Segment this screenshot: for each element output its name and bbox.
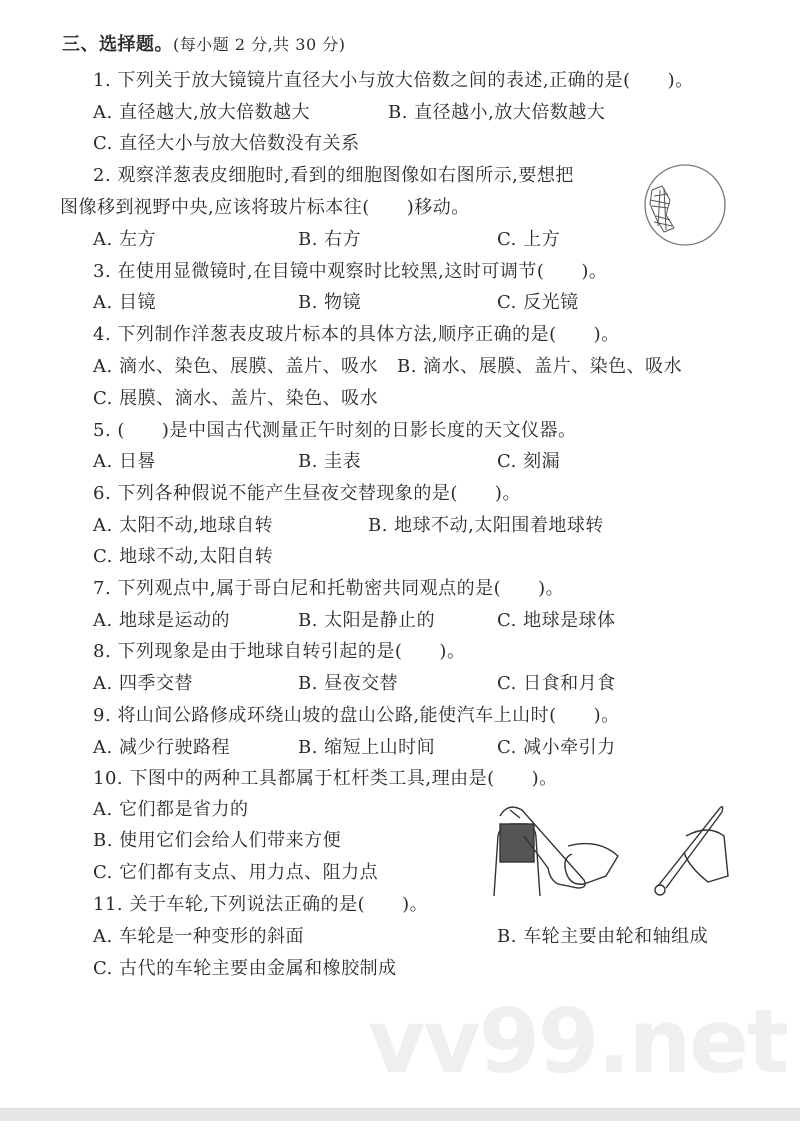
- answer-option: A. 地球是运动的: [93, 610, 230, 631]
- answer-option: B. 昼夜交替: [298, 673, 399, 694]
- section-header: [62, 34, 345, 56]
- answer-option: C. 地球不动,太阳自转: [93, 546, 274, 567]
- answer-option: A. 太阳不动,地球自转: [93, 515, 274, 536]
- question-stem: 图像移到视野中央,应该将玻片标本往( )移动。: [60, 197, 470, 218]
- answer-option: C. 上方: [497, 229, 561, 250]
- answer-option: A. 直径越大,放大倍数越大: [93, 102, 311, 123]
- answer-option: C. 它们都有支点、用力点、阻力点: [93, 862, 379, 883]
- question-stem: 8. 下列现象是由于地球自转引起的是( )。: [93, 641, 466, 662]
- question-stem: 3. 在使用显微镜时,在目镜中观察时比较黑,这时可调节( )。: [93, 261, 608, 282]
- answer-option: B. 车轮主要由轮和轴组成: [497, 926, 709, 947]
- question-stem: 5. ( )是中国古代测量正午时刻的日影长度的天文仪器。: [93, 420, 577, 441]
- answer-option: A. 目镜: [93, 292, 156, 313]
- answer-option: B. 直径越小,放大倍数越大: [388, 102, 606, 123]
- answer-option: B. 地球不动,太阳围着地球转: [368, 515, 604, 536]
- answer-option: C. 地球是球体: [497, 610, 616, 631]
- page-bottom-divider: [0, 1108, 800, 1121]
- answer-option: B. 滴水、展膜、盖片、染色、吸水: [397, 356, 683, 377]
- answer-option: B. 圭表: [298, 451, 362, 472]
- question-stem: 9. 将山间公路修成环绕山坡的盘山公路,能使汽车上山时( )。: [93, 705, 620, 726]
- answer-option: A. 车轮是一种变形的斜面: [93, 926, 304, 947]
- answer-option: B. 缩短上山时间: [298, 737, 436, 758]
- question-stem: 10. 下图中的两种工具都属于杠杆类工具,理由是( )。: [93, 768, 558, 789]
- answer-option: C. 减小牵引力: [497, 737, 616, 758]
- lever-tools-figure: [488, 796, 738, 906]
- question-stem: 7. 下列观点中,属于哥白尼和托勒密共同观点的是( )。: [93, 578, 565, 599]
- answer-option: C. 反光镜: [497, 292, 579, 313]
- answer-option: A. 日晷: [93, 451, 156, 472]
- answer-option: B. 物镜: [298, 292, 362, 313]
- question-stem: 11. 关于车轮,下列说法正确的是( )。: [93, 894, 429, 915]
- question-stem: 6. 下列各种假说不能产生昼夜交替现象的是( )。: [93, 483, 521, 504]
- answer-option: C. 古代的车轮主要由金属和橡胶制成: [93, 958, 397, 979]
- answer-option: B. 太阳是静止的: [298, 610, 436, 631]
- answer-option: A. 四季交替: [93, 673, 193, 694]
- answer-option: C. 展膜、滴水、盖片、染色、吸水: [93, 388, 379, 409]
- answer-option: B. 使用它们会给人们带来方便: [93, 830, 342, 851]
- section-title: 三、选择题。: [62, 34, 173, 55]
- cell-view-figure: [640, 160, 730, 250]
- answer-option: B. 右方: [298, 229, 362, 250]
- section-score-note: (每小题 2 分,共 30 分): [173, 35, 346, 54]
- watermark: vv99.net: [368, 990, 788, 1093]
- question-stem: 1. 下列关于放大镜镜片直径大小与放大倍数之间的表述,正确的是( )。: [93, 70, 694, 91]
- answer-option: A. 它们都是省力的: [93, 799, 249, 820]
- answer-option: A. 滴水、染色、展膜、盖片、吸水: [93, 356, 378, 377]
- question-stem: 2. 观察洋葱表皮细胞时,看到的细胞图像如右图所示,要想把: [93, 165, 574, 186]
- answer-option: C. 直径大小与放大倍数没有关系: [93, 133, 360, 154]
- answer-option: A. 左方: [93, 229, 156, 250]
- question-stem: 4. 下列制作洋葱表皮玻片标本的具体方法,顺序正确的是( )。: [93, 324, 620, 345]
- answer-option: C. 日食和月食: [497, 673, 616, 694]
- answer-option: A. 减少行驶路程: [93, 737, 230, 758]
- answer-option: C. 刻漏: [497, 451, 561, 472]
